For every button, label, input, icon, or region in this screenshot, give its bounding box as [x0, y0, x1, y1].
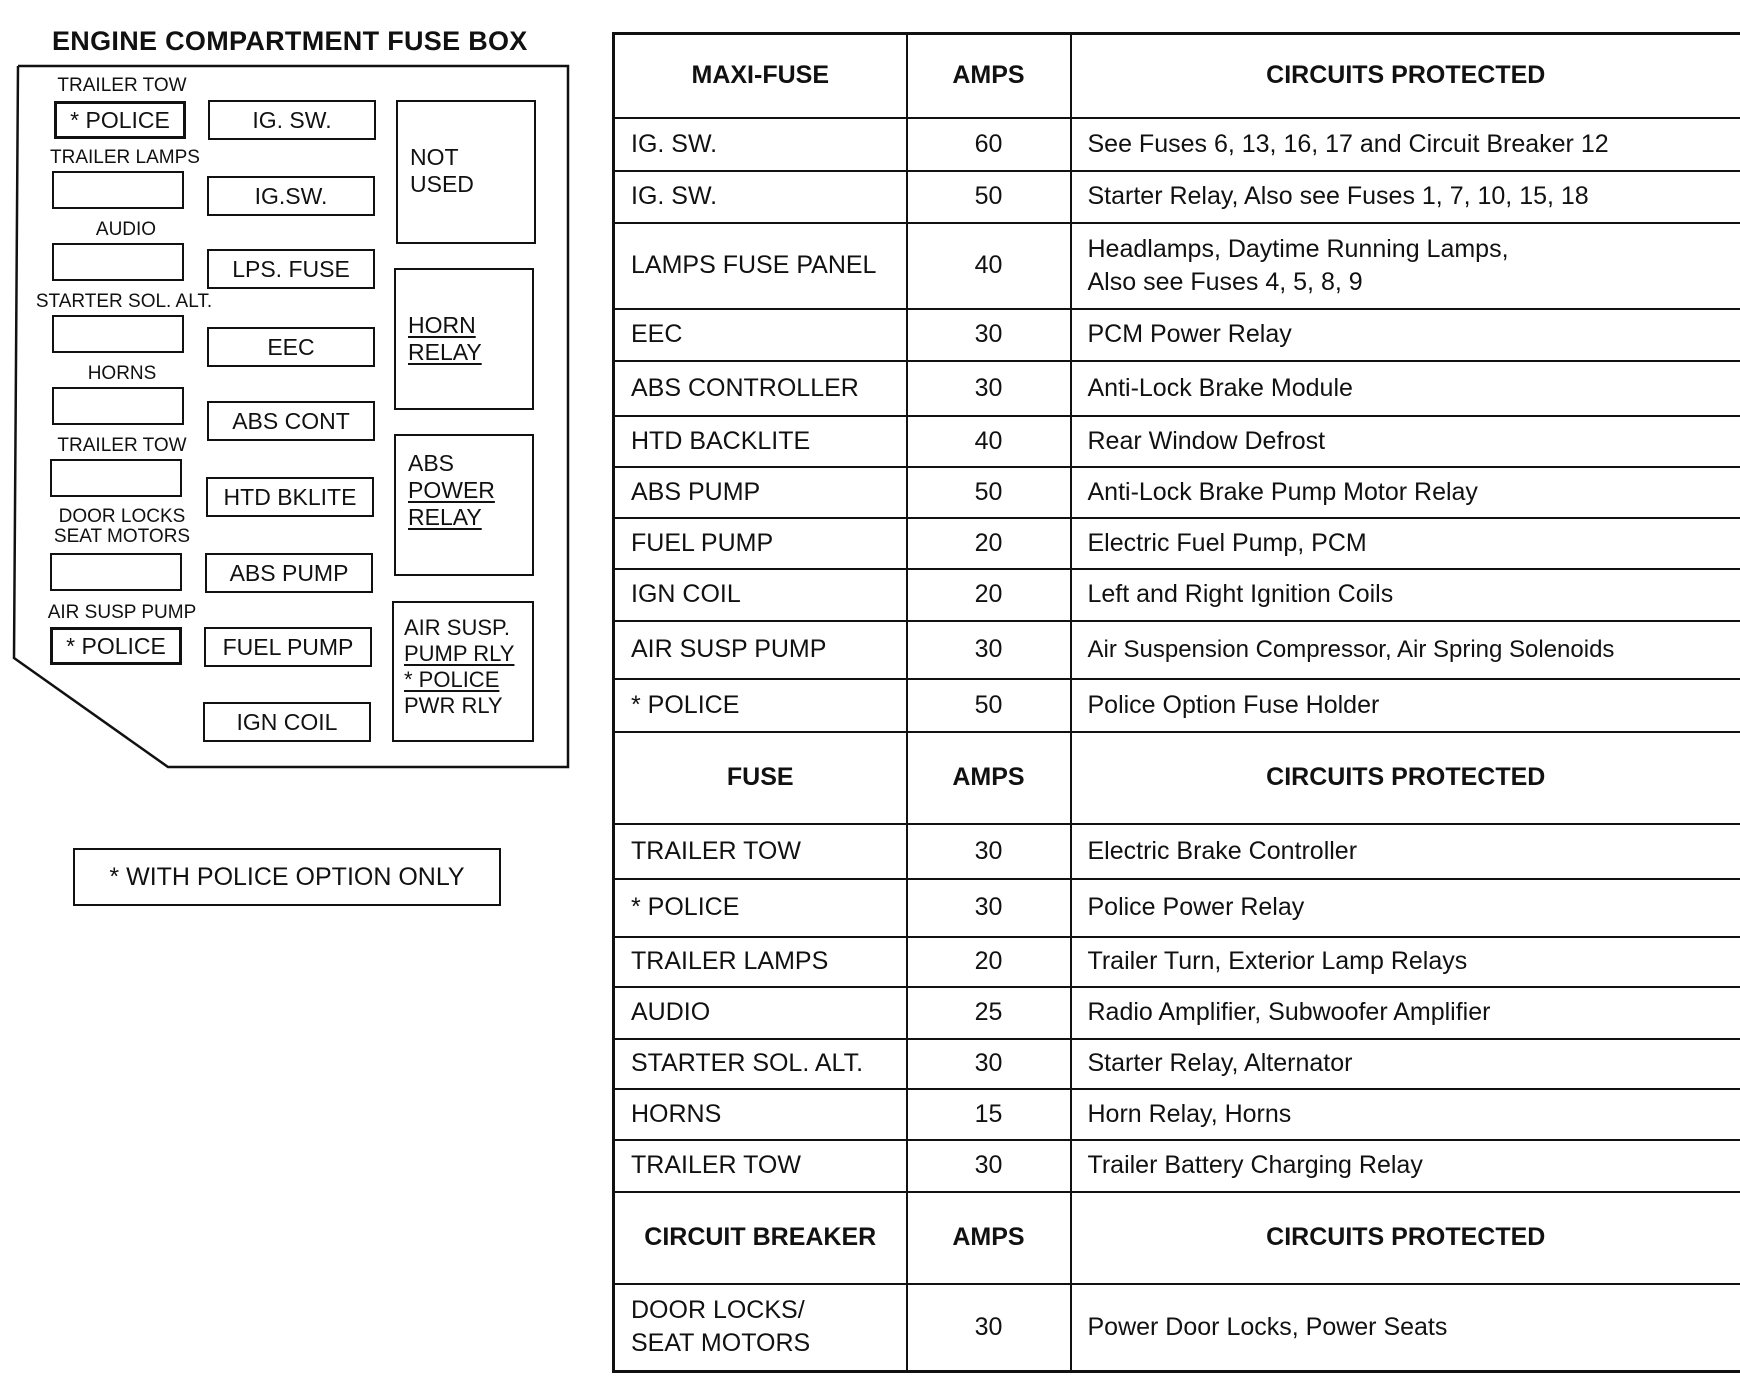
fuse-circuits-line: Headlamps, Daytime Running Lamps,	[1087, 234, 1509, 263]
fuse-slot-horns	[52, 387, 184, 425]
breaker-name-line: SEAT MOTORS	[631, 1329, 811, 1358]
relay-line: RELAY	[408, 339, 482, 365]
col-header-circuits: CIRCUITS PROTECTED	[1071, 1192, 1740, 1284]
fuse-name: HORNS	[614, 1089, 907, 1140]
fuse-circuits: Starter Relay, Also see Fuses 1, 7, 10, 15, 18	[1071, 171, 1740, 223]
col-header-circuits: CIRCUITS PROTECTED	[1071, 34, 1740, 118]
fuse-name: HTD BACKLITE	[614, 416, 907, 467]
fuse-circuits-line: Also see Fuses 4, 5, 8, 9	[1087, 267, 1363, 296]
fuse-circuits: See Fuses 6, 13, 16, 17 and Circuit Breaker 12	[1071, 118, 1740, 171]
col-header-amps: AMPS	[907, 34, 1071, 118]
fuse-name: AIR SUSP PUMP	[614, 621, 907, 679]
fuse-amps: 20	[907, 569, 1071, 621]
police-option-note: * WITH POLICE OPTION ONLY	[73, 848, 501, 906]
label-seat-motors: SEAT MOTORS	[53, 526, 191, 547]
table-row	[614, 309, 1740, 361]
fuse-amps: 60	[907, 118, 1071, 171]
fuse-name: IG. SW.	[614, 171, 907, 223]
fuse-slot-police-2: * POLICE	[50, 627, 182, 665]
fuse-table	[612, 32, 1740, 1373]
fuse-name: TRAILER LAMPS	[614, 937, 907, 987]
relay-line: HORN	[408, 312, 476, 338]
relay-line: AIR SUSP.	[404, 615, 510, 640]
relay-line: RELAY	[408, 504, 482, 530]
fuse-slot-audio	[52, 243, 184, 281]
table-row	[614, 171, 1740, 223]
fuse-amps: 50	[907, 467, 1071, 518]
fuse-amps: 30	[907, 1039, 1071, 1089]
fuse-circuits: Rear Window Defrost	[1071, 416, 1740, 467]
fuse-slot-ig-sw-2: IG.SW.	[207, 176, 375, 216]
fuse-name: * POLICE	[614, 679, 907, 732]
fuse-circuits: Starter Relay, Alternator	[1071, 1039, 1740, 1089]
fuse-slot-police-1: * POLICE	[54, 101, 186, 139]
relay-line: POWER	[408, 477, 495, 503]
diagram-title: ENGINE COMPARTMENT FUSE BOX	[52, 26, 528, 56]
fuse-circuits: Air Suspension Compressor, Air Spring Solenoids	[1071, 621, 1740, 679]
fuse-amps: 25	[907, 987, 1071, 1039]
relay-line: ABS	[408, 450, 455, 476]
label-air-susp-pump: AIR SUSP PUMP	[47, 602, 197, 623]
fuse-name: ABS PUMP	[614, 467, 907, 518]
col-header-circuits: CIRCUITS PROTECTED	[1071, 732, 1740, 824]
fuse-name: EEC	[614, 309, 907, 361]
label-starter-sol-alt: STARTER SOL. ALT.	[35, 291, 213, 312]
table-row	[614, 1089, 1740, 1140]
fuse-slot-starter-sol-alt	[52, 315, 184, 353]
table-row	[614, 361, 1740, 416]
label-audio: AUDIO	[95, 219, 157, 240]
fuse-circuits: Horn Relay, Horns	[1071, 1089, 1740, 1140]
fuse-name: STARTER SOL. ALT.	[614, 1039, 907, 1089]
relay-air-susp	[392, 601, 534, 742]
fuse-circuits: PCM Power Relay	[1071, 309, 1740, 361]
fuse-amps: 30	[907, 879, 1071, 937]
fuse-circuits	[1071, 223, 1740, 309]
fuse-amps: 30	[907, 1140, 1071, 1192]
table-row	[614, 518, 1740, 569]
col-header-name: MAXI-FUSE	[614, 34, 907, 118]
fuse-amps: 30	[907, 361, 1071, 416]
relay-line: PWR RLY	[404, 693, 503, 718]
fuse-slot-fuel-pump: FUEL PUMP	[204, 627, 372, 667]
table-row	[614, 1284, 1740, 1372]
fuse-name: * POLICE	[614, 879, 907, 937]
col-header-amps: AMPS	[907, 732, 1071, 824]
label-door-locks: DOOR LOCKS	[58, 506, 186, 527]
fuse-amps: 20	[907, 518, 1071, 569]
table-row	[614, 679, 1740, 732]
relay-line: * POLICE	[404, 667, 500, 692]
relay-horn	[394, 268, 534, 410]
table-header-row	[614, 34, 1740, 118]
fuse-name: FUEL PUMP	[614, 518, 907, 569]
fuse-amps: 50	[907, 679, 1071, 732]
fuse-slot-eec: EEC	[207, 327, 375, 367]
fuse-name: IGN COIL	[614, 569, 907, 621]
table-row	[614, 937, 1740, 987]
relay-line: NOT	[410, 144, 459, 170]
breaker-name	[614, 1284, 907, 1372]
breaker-amps: 30	[907, 1284, 1071, 1372]
fuse-circuits: Radio Amplifier, Subwoofer Amplifier	[1071, 987, 1740, 1039]
table-row	[614, 569, 1740, 621]
fuse-slot-abs-cont: ABS CONT	[207, 401, 375, 441]
breaker-name-line: DOOR LOCKS/	[631, 1296, 805, 1325]
fuse-name: TRAILER TOW	[614, 1140, 907, 1192]
fuse-name: TRAILER TOW	[614, 824, 907, 879]
label-trailer-tow-1: TRAILER TOW	[57, 75, 187, 96]
relay-line: USED	[410, 171, 474, 197]
fuse-circuits: Trailer Turn, Exterior Lamp Relays	[1071, 937, 1740, 987]
fuse-slot-abs-pump: ABS PUMP	[205, 553, 373, 593]
table-header-row	[614, 732, 1740, 824]
table-row	[614, 467, 1740, 518]
fuse-amps: 40	[907, 416, 1071, 467]
fuse-circuits: Electric Brake Controller	[1071, 824, 1740, 879]
table-row	[614, 824, 1740, 879]
fuse-slot-htd-bklite: HTD BKLITE	[206, 477, 374, 517]
fuse-circuits: Anti-Lock Brake Pump Motor Relay	[1071, 467, 1740, 518]
fuse-circuits: Police Option Fuse Holder	[1071, 679, 1740, 732]
col-header-name: FUSE	[614, 732, 907, 824]
fuse-circuits: Anti-Lock Brake Module	[1071, 361, 1740, 416]
col-header-name: CIRCUIT BREAKER	[614, 1192, 907, 1284]
fuse-circuits: Left and Right Ignition Coils	[1071, 569, 1740, 621]
fuse-name: ABS CONTROLLER	[614, 361, 907, 416]
fuse-amps: 15	[907, 1089, 1071, 1140]
relay-abs-power	[394, 434, 534, 576]
fuse-circuits: Police Power Relay	[1071, 879, 1740, 937]
fuse-name: LAMPS FUSE PANEL	[614, 223, 907, 309]
table-row	[614, 223, 1740, 309]
fuse-amps: 20	[907, 937, 1071, 987]
table-row	[614, 879, 1740, 937]
relay-not-used	[396, 100, 536, 244]
fuse-amps: 50	[907, 171, 1071, 223]
table-row	[614, 621, 1740, 679]
fuse-circuits: Electric Fuel Pump, PCM	[1071, 518, 1740, 569]
fuse-amps: 30	[907, 309, 1071, 361]
fuse-amps: 30	[907, 824, 1071, 879]
table-row	[614, 416, 1740, 467]
label-trailer-lamps: TRAILER LAMPS	[50, 147, 200, 168]
fuse-slot-ign-coil: IGN COIL	[203, 702, 371, 742]
fuse-slot-door-locks-seat-motors	[50, 553, 182, 591]
table-row	[614, 118, 1740, 171]
label-horns: HORNS	[87, 363, 157, 384]
fuse-slot-ig-sw-1: IG. SW.	[208, 100, 376, 140]
fuse-amps: 40	[907, 223, 1071, 309]
breaker-circuits: Power Door Locks, Power Seats	[1071, 1284, 1740, 1372]
fuse-name: IG. SW.	[614, 118, 907, 171]
label-trailer-tow-2: TRAILER TOW	[57, 435, 187, 456]
fuse-amps: 30	[907, 621, 1071, 679]
table-header-row	[614, 1192, 1740, 1284]
table-row	[614, 1039, 1740, 1089]
fuse-slot-lps-fuse: LPS. FUSE	[207, 249, 375, 289]
relay-line: PUMP RLY	[404, 641, 515, 666]
fuse-circuits: Trailer Battery Charging Relay	[1071, 1140, 1740, 1192]
col-header-amps: AMPS	[907, 1192, 1071, 1284]
fuse-slot-trailer-tow	[50, 459, 182, 497]
fuse-slot-trailer-lamps	[52, 171, 184, 209]
table-row	[614, 987, 1740, 1039]
table-row	[614, 1140, 1740, 1192]
fuse-name: AUDIO	[614, 987, 907, 1039]
